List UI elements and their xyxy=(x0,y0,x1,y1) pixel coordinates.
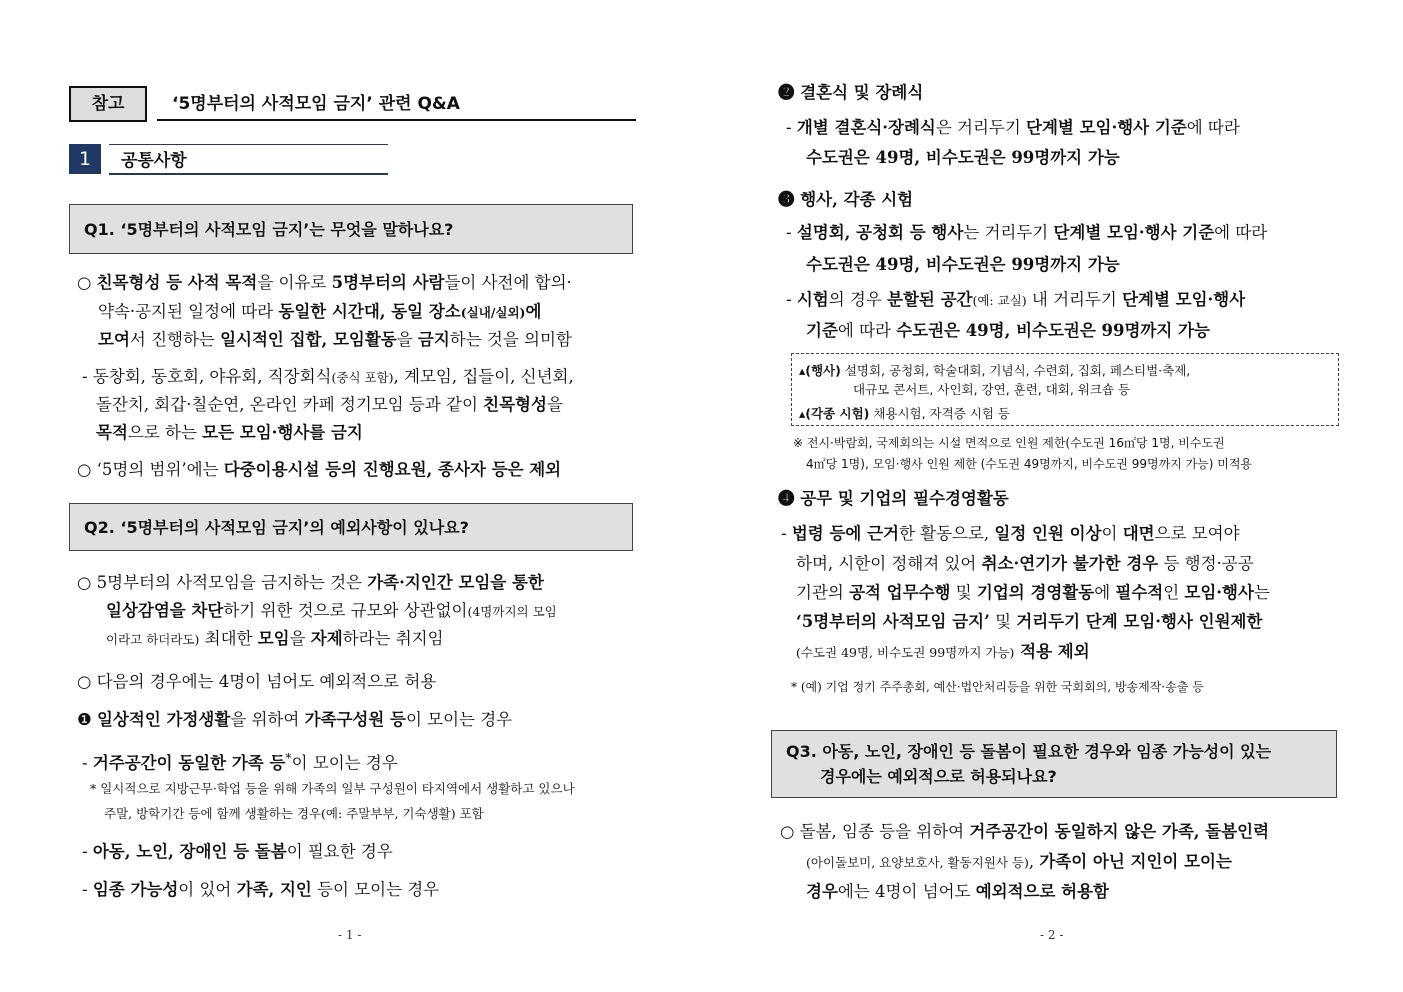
case-2-heading: ❷ 결혼식 및 장례식 xyxy=(778,83,924,102)
q2-exception-intro: ○ 다음의 경우에는 4명이 넘어도 예외적으로 허용 xyxy=(77,672,437,691)
case-4-line-4: ‘5명부터의 사적모임 금지’ 및 거리두기 단계 모임·행사 인원제한 xyxy=(796,612,1263,631)
q1-answer-line-1: ○ 친목형성 등 사적 목적을 이유로 5명부터의 사람들이 사전에 합의· xyxy=(77,273,572,292)
q3-answer-line-3: 경우에는 4명이 넘어도 예외적으로 허용함 xyxy=(806,882,1109,901)
case-1-note-line-1: * 일시적으로 지방근무·학업 등을 위해 가족의 일부 구성원이 타지역에서 생활하고 있으나 xyxy=(90,781,575,796)
case-1-sub-2: - 아동, 노인, 장애인 등 돌봄이 필요한 경우 xyxy=(82,842,393,861)
reference-badge: 참고 xyxy=(69,86,147,122)
q1-example-line-3: 목적으로 하는 모든 모임·행사를 금지 xyxy=(96,423,363,442)
case-4-line-3: 기관의 공적 업무수행 및 기업의 경영활동에 필수적인 모임·행사는 xyxy=(796,583,1270,602)
page-number-1: - 1 - xyxy=(338,928,362,942)
case-2-line-2: 수도권은 49명, 비수도권은 99명까지 가능 xyxy=(806,148,1120,167)
case-1-heading: ❶ 일상적인 가정생활을 위하여 가족구성원 등이 모이는 경우 xyxy=(77,710,513,729)
q3-answer-line-2: (아이돌보미, 요양보호사, 활동지원사 등), 가족이 아닌 지인이 모이는 xyxy=(806,852,1232,871)
case-3-event-line-1: - 설명회, 공청회 등 행사는 거리두기 단계별 모임·행사 기준에 따라 xyxy=(786,223,1268,242)
event-examples-row-1: ▴(행사) 설명회, 공청회, 학술대회, 기념식, 수련회, 집회, 페스티벌·축제, xyxy=(799,363,1191,378)
q1-scope-line: ○ ‘5명의 범위’에는 다중이용시설 등의 진행요원, 종사자 등은 제외 xyxy=(77,460,562,479)
case-1-note-line-2: 주말, 방학기간 등에 함께 생활하는 경우(예: 주말부부, 기숙생활) 포함 xyxy=(104,806,484,821)
case-1-sub-1: - 거주공간이 동일한 가족 등*이 모이는 경우 xyxy=(82,750,398,773)
title-underline xyxy=(157,119,636,121)
page-2 xyxy=(703,0,1403,992)
exhibition-note-line-1: ※ 전시·박람회, 국제회의는 시설 면적으로 인원 제한(수도권 16㎡당 1명, 비수도권 xyxy=(793,436,1225,450)
event-examples-row-2: ▴(각종 시험) 채용시험, 자격증 시험 등 xyxy=(799,406,1010,421)
document-title: ‘5명부터의 사적모임 금지’ 관련 Q&A xyxy=(172,94,460,114)
q3-answer-line-1: ○ 돌봄, 임종 등을 위하여 거주공간이 동일하지 않은 가족, 돌봄인력 xyxy=(780,822,1270,841)
section-bottom-line xyxy=(109,173,388,175)
event-examples-row-1-cont: 대규모 콘서트, 사인회, 강연, 훈련, 대회, 워크숍 등 xyxy=(853,382,1131,397)
page-number-2: - 2 - xyxy=(1040,928,1064,942)
q1-example-line-1: - 동창회, 동호회, 야유회, 직장회식(중식 포함), 계모임, 집들이, 신년회, xyxy=(82,367,574,386)
q3-question-line-1: Q3. 아동, 노인, 장애인 등 돌봄이 필요한 경우와 임종 가능성이 있는 xyxy=(786,742,1272,761)
case-4-line-5: (수도권 49명, 비수도권 99명까지 가능) 적용 제외 xyxy=(796,642,1090,661)
section-title: 공통사항 xyxy=(121,151,187,171)
section-number: 1 xyxy=(69,144,101,174)
case-1-sub-3: - 임종 가능성이 있어 가족, 지인 등이 모이는 경우 xyxy=(82,880,440,899)
case-3-exam-line-1: - 시험의 경우 분할된 공간(예: 교실) 내 거리두기 단계별 모임·행사 xyxy=(786,290,1246,309)
q2-answer-line-3: 이라고 하더라도) 최대한 모임을 자제하라는 취지임 xyxy=(106,629,444,648)
case-4-heading: ❹ 공무 및 기업의 필수경영활동 xyxy=(778,489,1009,508)
case-3-heading: ❸ 행사, 각종 시험 xyxy=(778,190,914,209)
case-4-line-2: 하며, 시한이 정해져 있어 취소·연기가 불가한 경우 등 행정·공공 xyxy=(796,554,1254,573)
q2-answer-line-2: 일상감염을 차단하기 위한 것으로 규모와 상관없이(4명까지의 모임 xyxy=(106,601,557,620)
q1-answer-line-3: 모여서 진행하는 일시적인 집합, 모임활동을 금지하는 것을 의미함 xyxy=(98,330,572,349)
exhibition-note-line-2: 4㎡당 1명), 모임·행사 인원 제한 (수도권 49명까지, 비수도권 99명까지 가능) 미적용 xyxy=(806,457,1253,471)
case-3-exam-line-2: 기준에 따라 수도권은 49명, 비수도권은 99명까지 가능 xyxy=(806,321,1210,340)
case-4-line-1: - 법령 등에 근거한 활동으로, 일정 인원 이상이 대면으로 모여야 xyxy=(781,524,1240,543)
question-box-q2: Q2. ‘5명부터의 사적모임 금지’의 예외사항이 있나요? xyxy=(69,503,633,551)
q1-example-line-2: 돌잔치, 회갑·칠순연, 온라인 카페 정기모임 등과 같이 친목형성을 xyxy=(96,395,563,414)
q1-answer-line-2: 약속·공지된 일정에 따라 동일한 시간대, 동일 장소(실내/실외)에 xyxy=(98,302,542,321)
q2-answer-line-1: ○ 5명부터의 사적모임을 금지하는 것은 가족·지인간 모임을 통한 xyxy=(77,573,544,592)
q3-question-line-2: 경우에는 예외적으로 허용되나요? xyxy=(820,767,1057,786)
question-box-q1: Q1. ‘5명부터의 사적모임 금지’는 무엇을 말하나요? xyxy=(69,204,633,254)
page-1 xyxy=(0,0,700,992)
case-4-note: * (예) 기업 정기 주주총회, 예산·법안처리등을 위한 국회회의, 방송제작·송출 등 xyxy=(791,680,1204,694)
question-box-q3 xyxy=(771,730,1337,798)
section-top-line xyxy=(109,144,388,145)
case-3-event-line-2: 수도권은 49명, 비수도권은 99명까지 가능 xyxy=(806,255,1120,274)
case-2-line-1: - 개별 결혼식·장례식은 거리두기 단계별 모임·행사 기준에 따라 xyxy=(786,118,1240,137)
